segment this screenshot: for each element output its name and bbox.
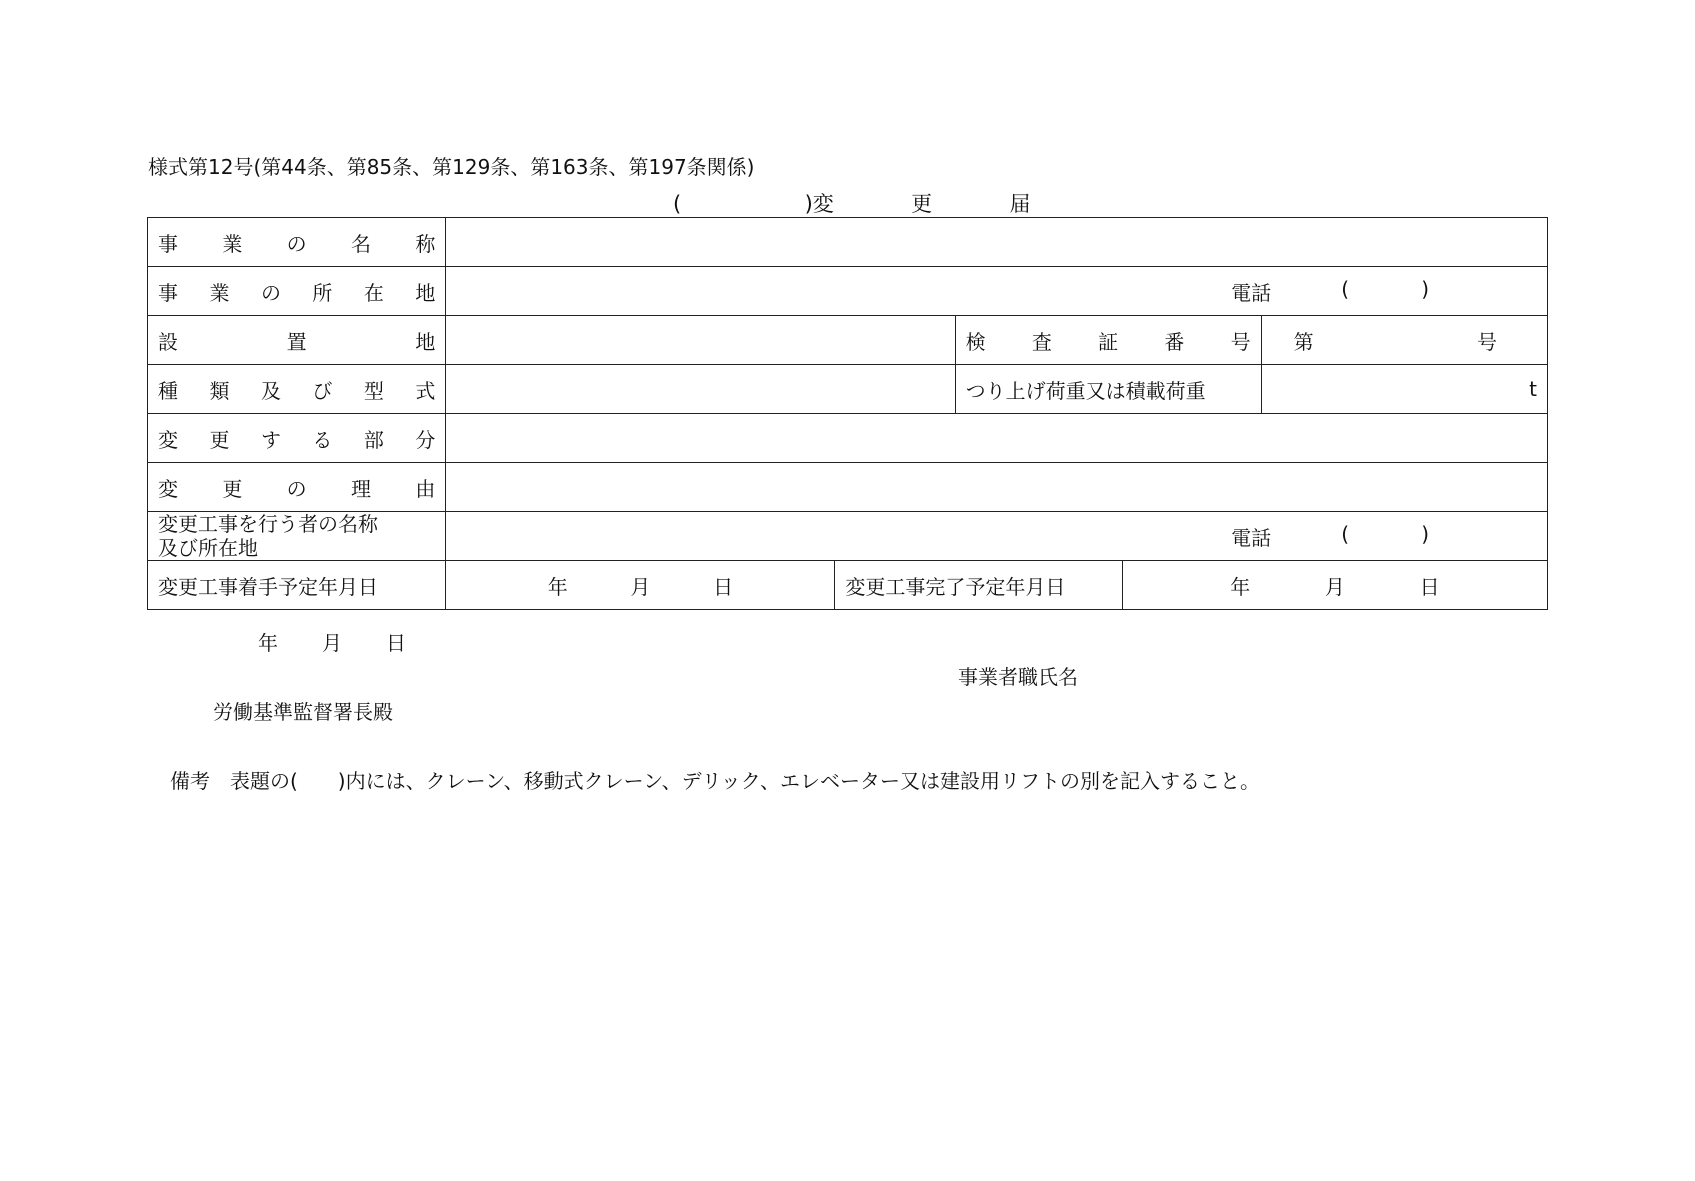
field-end-date[interactable]: 年 月 日 — [1122, 561, 1547, 610]
load-unit: t — [1529, 377, 1537, 401]
field-contractor[interactable] — [446, 512, 1548, 561]
cert-prefix: 第 — [1293, 329, 1314, 354]
phone-label: 電話 — [1231, 280, 1272, 305]
label-contractor: 変更工事を行う者の名称 及び所在地 — [148, 512, 446, 561]
contractor-phone-paren-close: ) — [1421, 521, 1429, 546]
remark-note: 備考 表題の( )内には、クレーン、移動式クレーン、デリック、エレベーター又は建設用リフトの別を記入すること。 — [170, 769, 1261, 793]
submission-date[interactable]: 年 月 日 — [258, 631, 406, 655]
change-notification-table — [147, 217, 1548, 610]
field-change-reason[interactable] — [446, 463, 1548, 512]
row-business-name — [148, 218, 1548, 267]
row-contractor — [148, 512, 1548, 561]
label-business-address: 事 業 の 所 在 地 — [148, 267, 446, 316]
label-inspection-cert-number: 検 査 証 番 号 — [955, 316, 1261, 365]
row-business-address — [148, 267, 1548, 316]
label-business-name: 事 業 の 名 称 — [148, 218, 446, 267]
field-business-name[interactable] — [446, 218, 1548, 267]
field-business-address[interactable] — [446, 267, 1548, 316]
title-change: )変 — [804, 192, 834, 216]
phone-paren-close: ) — [1421, 276, 1429, 301]
field-inspection-cert-number[interactable] — [1261, 316, 1547, 365]
label-load: つり上げ荷重又は積載荷重 — [955, 365, 1261, 414]
phone-paren-open: ( — [1341, 276, 1349, 301]
title-word3: 届 — [1009, 192, 1031, 216]
title-open-paren: ( — [673, 192, 682, 216]
label-end-date: 変更工事完了予定年月日 — [835, 561, 1122, 610]
row-changed-part — [148, 414, 1548, 463]
cert-suffix: 号 — [1477, 329, 1497, 354]
owner-name-label: 事業者職氏名 — [958, 665, 1078, 689]
contractor-phone-paren-open: ( — [1341, 521, 1349, 546]
label-type-model: 種 類 及 び 型 式 — [148, 365, 446, 414]
addressee: 労働基準監督署長殿 — [213, 700, 393, 724]
label-install-site: 設 置 地 — [148, 316, 446, 365]
row-install-site — [148, 316, 1548, 365]
field-load[interactable] — [1261, 365, 1547, 414]
label-changed-part: 変 更 す る 部 分 — [148, 414, 446, 463]
field-install-site[interactable] — [446, 316, 955, 365]
title-word2: 更 — [911, 192, 933, 216]
form-number: 様式第12号(第44条、第85条、第129条、第163条、第197条関係) — [148, 155, 755, 179]
field-changed-part[interactable] — [446, 414, 1548, 463]
row-type-model — [148, 365, 1548, 414]
row-change-reason — [148, 463, 1548, 512]
label-change-reason: 変 更 の 理 由 — [148, 463, 446, 512]
label-start-date: 変更工事着手予定年月日 — [148, 561, 446, 610]
contractor-phone-label: 電話 — [1231, 525, 1272, 550]
field-start-date[interactable]: 年 月 日 — [446, 561, 835, 610]
form-title — [673, 188, 1031, 218]
row-schedule — [148, 561, 1548, 610]
field-type-model[interactable] — [446, 365, 955, 414]
